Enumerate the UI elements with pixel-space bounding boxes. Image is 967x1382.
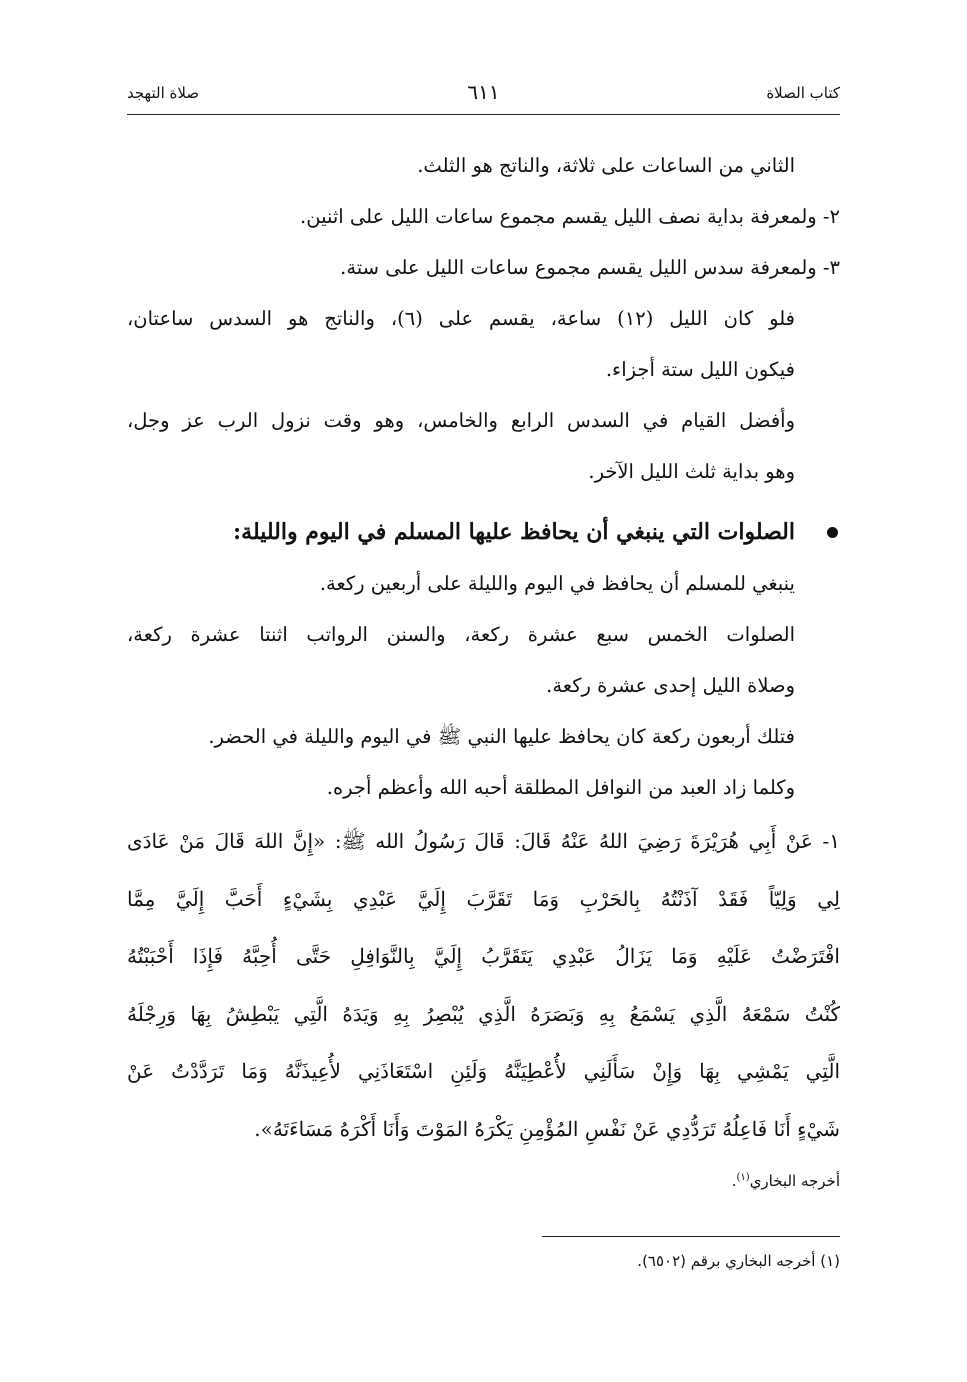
body-line: وأفضل القيام في السدس الرابع والخامس، وهو وقت نزول الرب عز وجل، [127,409,795,432]
hadith-block [127,813,840,1158]
hadith-line: كُنْتُ سَمْعَهُ الَّذِي يَسْمَعُ بِهِ وَبَصَرَهُ الَّذِي يُبْصِرُ بِهِ وَيَدَهُ الَّتِي يَبْطِشُ بِهَا وَرِجْلَهُ [127,1001,840,1026]
hadith-line: شَيْءٍ أَنَا فَاعِلُهُ تَرَدُّدِي عَنْ نَفْسِ المُؤْمِنِ يَكْرَهُ المَوْتَ وَأَنَا أَكْرَهُ مَسَاءَتَهُ». [254,1116,840,1141]
section-heading [127,507,840,558]
section-line: وصلاة الليل إحدى عشرة ركعة. [546,674,795,697]
footnote-ref[interactable]: (١) [736,1172,750,1183]
body-line: الثاني من الساعات على ثلاثة، والناتج هو الثلث. [417,154,795,177]
bullet-icon [827,527,838,538]
body-line: ٢- ولمعرفة بداية نصف الليل يقسم مجموع ساعات الليل على اثنين. [300,205,840,228]
body-line: فيكون الليل ستة أجزاء. [605,358,795,381]
section-line: ينبغي للمسلم أن يحافظ في اليوم والليلة على أربعين ركعة. [319,572,795,595]
section-line: الصلوات الخمس سبع عشرة ركعة، والسنن الرواتب اثنتا عشرة ركعة، [127,623,796,646]
section-line: وكلما زاد العبد من النوافل المطلقة أحبه الله وأعظم أجره. [326,776,795,799]
hadith-line: افْتَرَضْتُ عَلَيْهِ وَمَا يَزَالُ عَبْدِي يَتَقَرَّبُ إِلَيَّ بِالنَّوَافِلِ حَتَّى أُحِبَّهُ فَإِذَا أَحْبَبْتُهُ [127,944,840,968]
hadith-line: لِي وَلِيّاً فَقَدْ آذَنْتُهُ بِالحَرْبِ وَمَا تَقَرَّبَ إِلَيَّ عَبْدِي بِشَيْءٍ أَحَبَّ إِلَيَّ مِمَّا [127,886,840,911]
page-header [127,78,840,115]
section-heading-text: الصلوات التي ينبغي أن يحافظ عليها المسلم في اليوم والليلة: [233,519,795,545]
spacer [127,497,840,507]
hadith-source-text: أخرجه البخاري [749,1172,840,1190]
page-body [127,140,840,1198]
footnote-divider [542,1236,840,1237]
hadith-line: ١- عَنْ أَبِي هُرَيْرَةَ رَضِيَ اللهُ عَنْهُ قَالَ: قَالَ رَسُولُ الله ﷺ: «إِنَّ اللهَ قَالَ مَنْ عَادَى [127,829,840,853]
hadith-source [127,1158,840,1198]
chapter-title: صلاة التهجد [127,84,200,102]
hadith-line: الَّتِي يَمْشِي بِهَا وَإِنْ سَأَلَنِي لأُعْطِيَنَّهُ وَلَئِنِ اسْتَعَاذَنِي لأُعِيذَنَّهُ وَمَا تَرَدَّدْتُ عَنْ [127,1059,840,1083]
footnote: (١) أخرجه البخاري برقم (٦٥٠٢). [637,1252,840,1270]
section-line: فتلك أربعون ركعة كان يحافظ عليها النبي ﷺ في اليوم والليلة في الحضر. [208,725,795,748]
page-number: ٦١١ [467,80,500,104]
body-line: فلو كان الليل (١٢) ساعة، يقسم على (٦)، والناتج هو السدس ساعتان، [127,307,795,330]
body-line: وهو بداية ثلث الليل الآخر. [588,460,795,483]
body-line: ٣- ولمعرفة سدس الليل يقسم مجموع ساعات الليل على ستة. [340,256,840,279]
book-title: كتاب الصلاة [766,84,840,102]
hadith-source-end: . [731,1172,737,1190]
